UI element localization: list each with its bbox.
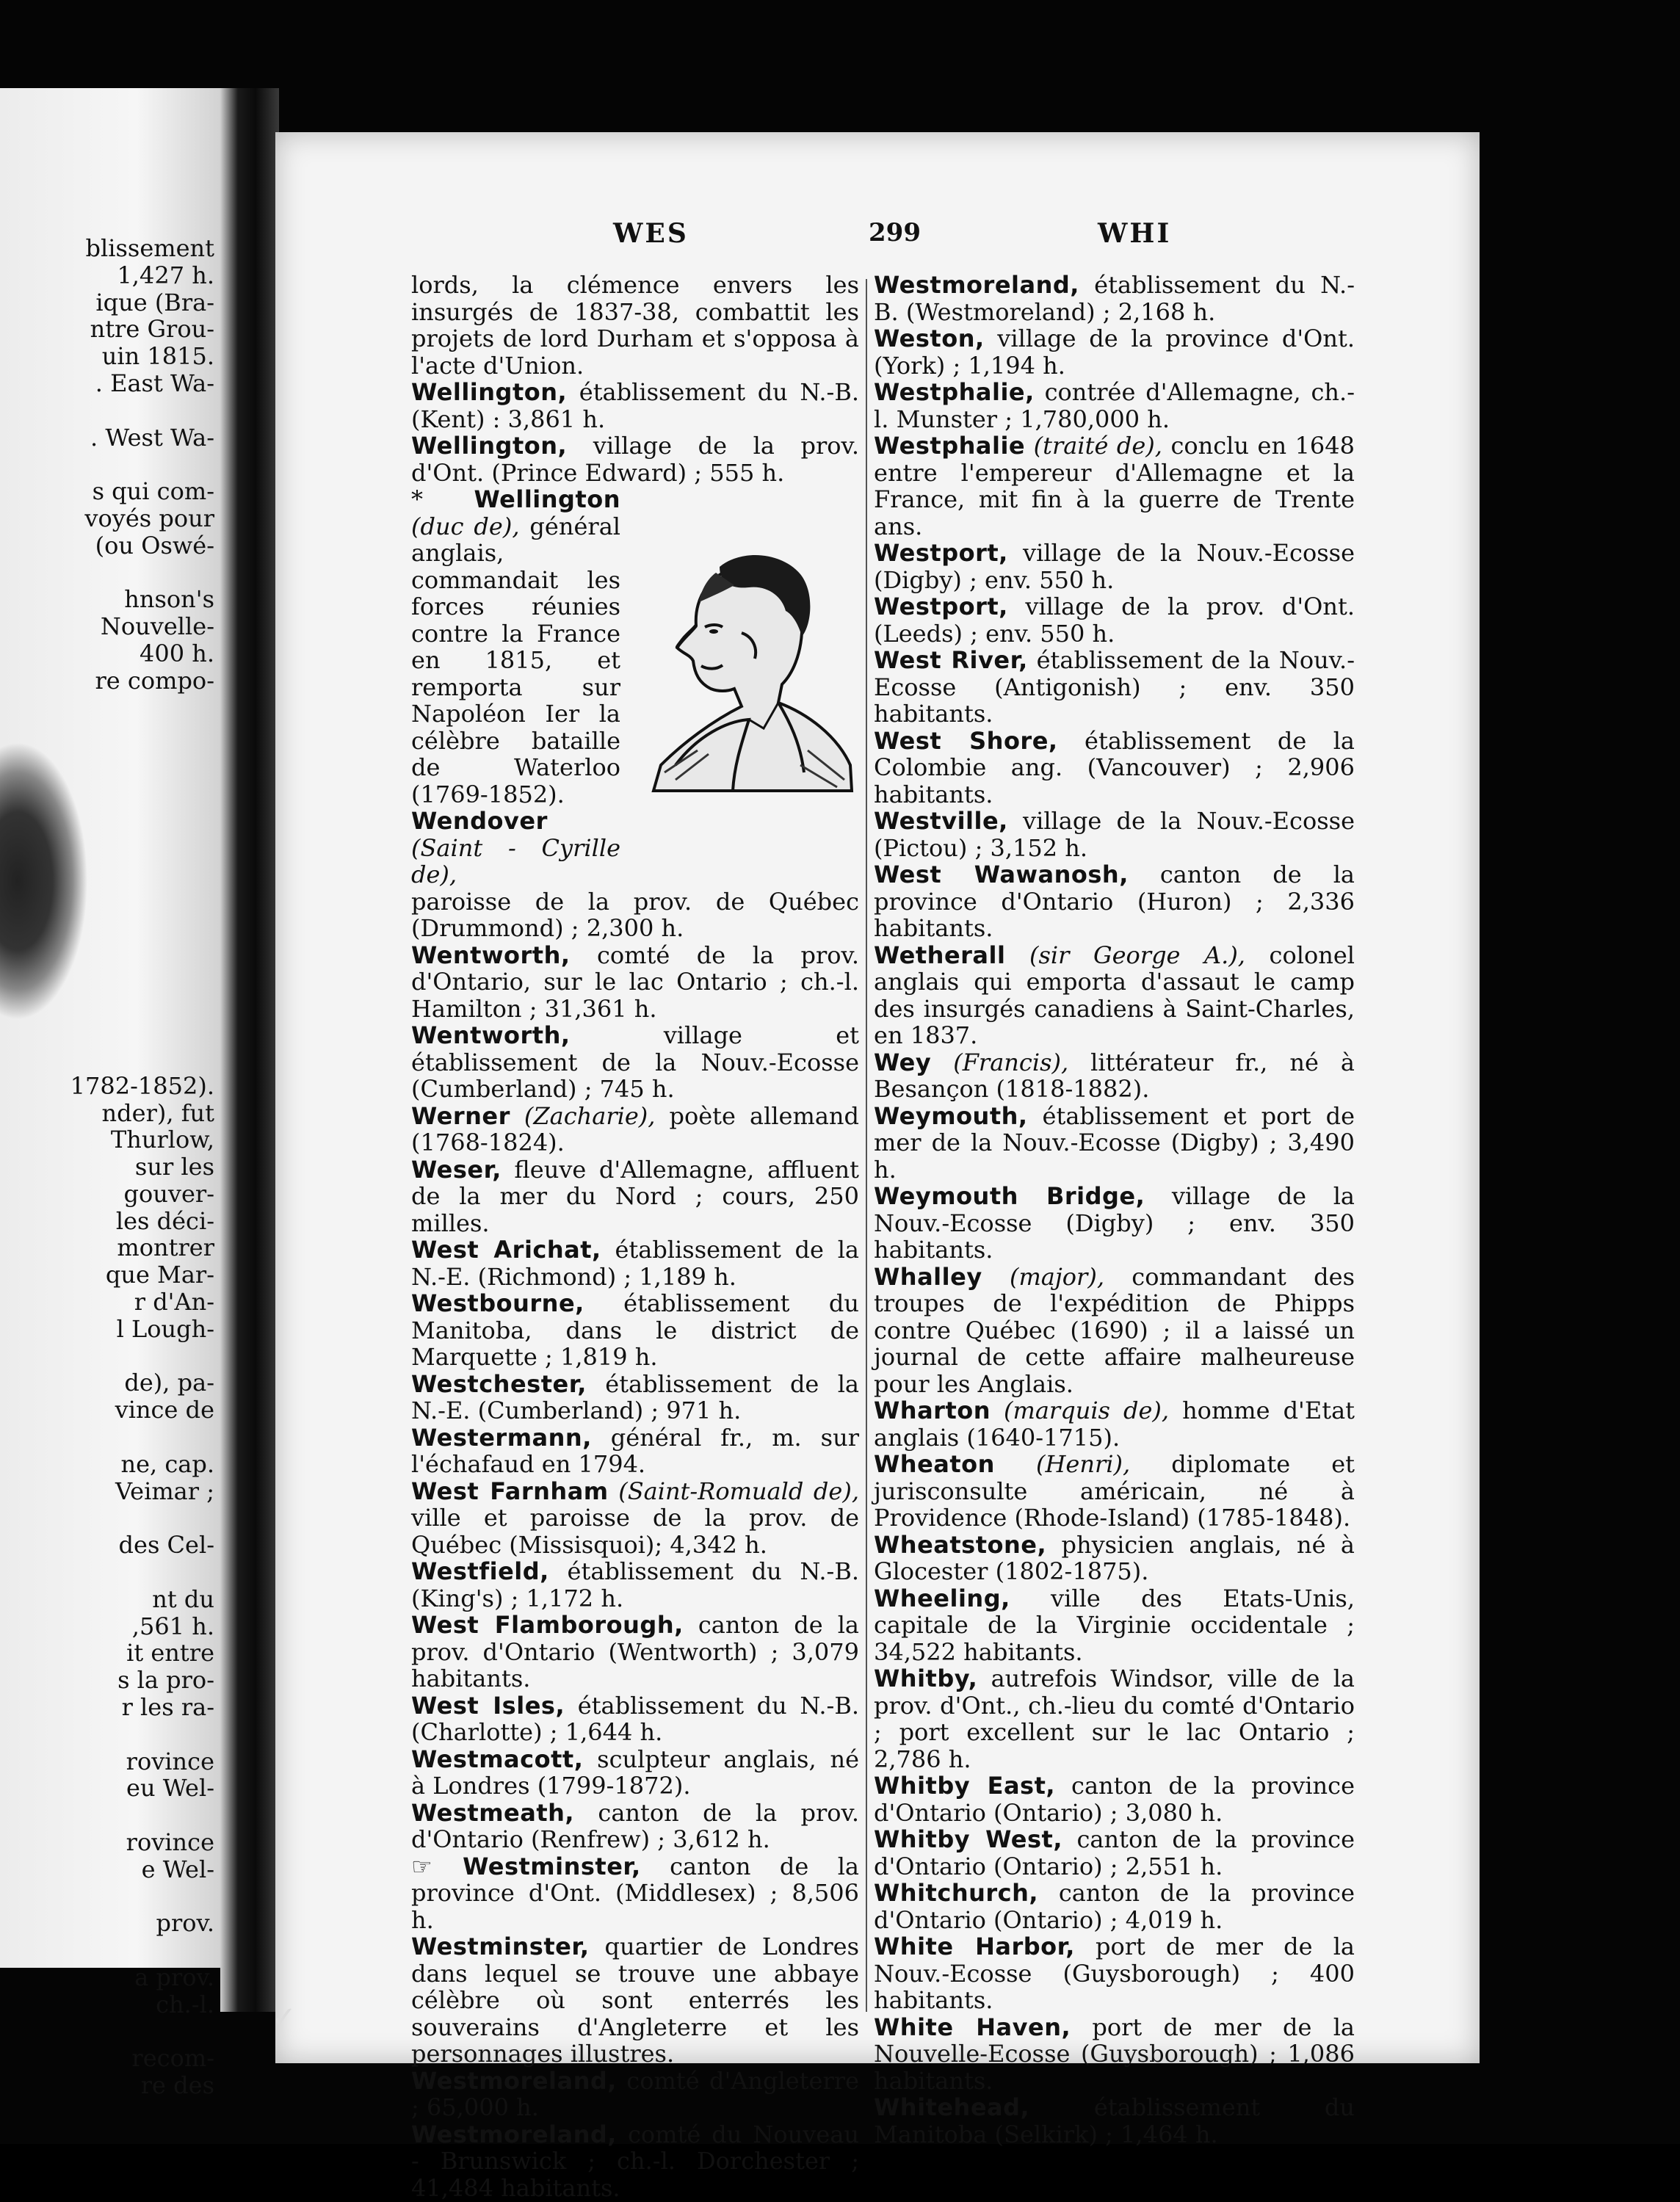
entry-qualifier: (Francis), bbox=[931, 1048, 1069, 1076]
left-page-line: 400 h. bbox=[139, 639, 214, 667]
entry-headword: Westminster, bbox=[411, 1933, 590, 1960]
left-page-line: s qui com- bbox=[92, 477, 214, 506]
entry-text: établissement du Manitoba, dans le district de Marquette ; 1,819 h. bbox=[411, 1289, 859, 1371]
dictionary-entry bbox=[411, 1371, 859, 1424]
entry-text: ville des Etats-Unis, capitale de la Virginie occidentale ; 34,522 habitants. bbox=[874, 1584, 1355, 1666]
entry-headword: Westbourne, bbox=[411, 1289, 584, 1317]
entry-text: village de la Nouv.-Ecosse (Pictou) ; 3,152 h. bbox=[874, 807, 1355, 862]
entry-headword: White Harbor, bbox=[874, 1933, 1075, 1960]
entry-qualifier: (Henri), bbox=[994, 1450, 1131, 1478]
entry-headword: Weymouth Bridge, bbox=[874, 1182, 1145, 1210]
entry-text: établissement de la N.-E. (Cumberland) ; 971 h. bbox=[411, 1369, 859, 1424]
left-page-line: . West Wa- bbox=[90, 423, 214, 452]
entry-headword: Westville, bbox=[874, 807, 1008, 835]
entry-headword: Westport, bbox=[874, 539, 1008, 567]
left-page-line: s la pro- bbox=[117, 1666, 214, 1695]
entry-qualifier: (major), bbox=[982, 1262, 1104, 1291]
left-page-line: e Wel- bbox=[141, 1855, 214, 1883]
wellington-portrait-entry bbox=[411, 486, 859, 942]
dictionary-entry bbox=[874, 1826, 1355, 1880]
entry-text: canton de la province d'Ont. (Middlesex) ; 8,506 h. bbox=[411, 1852, 859, 1934]
dictionary-entry bbox=[874, 1451, 1355, 1532]
left-page-line: re compo- bbox=[95, 666, 214, 695]
entry-text: village de la prov. d'Ont. (Leeds) ; env. 550 h. bbox=[874, 593, 1355, 648]
entry-text: établissement du N.-B. (King's) ; 1,172 h. bbox=[411, 1557, 859, 1612]
entry-text: village de la province d'Ont. (York) ; 1,194 h. bbox=[874, 325, 1355, 380]
dictionary-entry bbox=[411, 1558, 859, 1612]
left-page-line: nder), fut bbox=[101, 1098, 214, 1127]
left-page-line bbox=[0, 1802, 214, 1829]
entry-headword: Westermann, bbox=[411, 1423, 592, 1452]
entry-text: port de mer de la Nouv.-Ecosse (Guysborough) ; 400 habitants. bbox=[874, 1933, 1355, 2014]
left-page-line: montrer bbox=[117, 1234, 214, 1262]
left-page-line bbox=[0, 695, 214, 722]
entry-headword: Wentworth, bbox=[411, 941, 571, 969]
entry-text: canton de la province d'Ontario (Ontario) ; 2,551 h. bbox=[874, 1825, 1355, 1880]
opening-text: lords, la clémence envers les insurgés de 1837-38, combattit les projets de lord Durham et s'opposa à l'acte d'Union. bbox=[411, 271, 859, 380]
left-page-line bbox=[0, 1721, 214, 1748]
left-page-line: sur les bbox=[134, 1153, 214, 1181]
dictionary-entry bbox=[411, 1800, 859, 1853]
left-page-line: rovince bbox=[126, 1828, 214, 1857]
left-page-line bbox=[0, 1883, 214, 1911]
entry-text: établissement du Manitoba (Selkirk) ; 1,464 h. bbox=[874, 2093, 1355, 2148]
dictionary-entry bbox=[874, 942, 1355, 1049]
entry-headword: Whitchurch, bbox=[874, 1879, 1039, 1907]
entry-text: fleuve d'Allemagne, affluent de la mer du Nord ; cours, 250 milles. bbox=[411, 1155, 859, 1237]
entry-headword: Westchester, bbox=[411, 1369, 587, 1398]
entry-headword: White Haven, bbox=[874, 2013, 1071, 2041]
entries-before-portrait bbox=[411, 379, 859, 486]
scan-mark: ✓ bbox=[272, 2001, 297, 2035]
entry-text: autrefois Windsor, ville de la prov. d'Ont., ch.-lieu du comté d'Ontario ; port excellent sur le lac Ontario ; 2,786 h. bbox=[874, 1665, 1355, 1773]
dictionary-entry bbox=[874, 1585, 1355, 1666]
entry-text: village de la prov. d'Ont. (Prince Edward) ; 555 h. bbox=[411, 432, 859, 487]
left-page-line bbox=[0, 2018, 214, 2046]
dictionary-entry bbox=[411, 1933, 859, 2068]
left-page-line: Thurlow, bbox=[110, 1126, 214, 1154]
entry-qualifier: (duc de), bbox=[411, 512, 520, 540]
left-page-line: ique (Bra- bbox=[95, 288, 214, 316]
entry-text: diplomate et jurisconsulte américain, né à Providence (Rhode-Island) (1785-1848). bbox=[874, 1450, 1355, 1532]
entries-after-portrait bbox=[411, 942, 859, 2202]
left-page-text bbox=[0, 235, 214, 2099]
entry-headword: West Wawanosh, bbox=[874, 861, 1129, 888]
entry-text: village et établissement de la Nouv.-Ecosse (Cumberland) ; 745 h. bbox=[411, 1021, 859, 1103]
entry-text: canton de la prov. d'Ontario (Renfrew) ; 3,612 h. bbox=[411, 1798, 859, 1853]
left-page-line: it entre bbox=[126, 1639, 214, 1667]
entry-text: colonel anglais qui emporta d'assaut le camp des insurgés canadiens à Saint-Charles, en 1837. bbox=[874, 941, 1355, 1049]
left-page-line: l Lough- bbox=[116, 1314, 214, 1343]
dictionary-entry bbox=[874, 325, 1355, 379]
dictionary-entry bbox=[411, 1853, 859, 1934]
entry-headword: Whitby East, bbox=[874, 1772, 1056, 1800]
entry-mark: * bbox=[411, 485, 474, 513]
dictionary-entry bbox=[411, 1103, 859, 1156]
dictionary-entry bbox=[874, 1933, 1355, 2014]
entry-text: canton de la province d'Ontario (Ontario) ; 3,080 h. bbox=[874, 1772, 1355, 1827]
dictionary-entry bbox=[411, 486, 620, 808]
entry-qualifier: (Saint - Cyrille de), bbox=[411, 833, 620, 888]
left-page-line: ch.-l. bbox=[156, 1990, 214, 2018]
dictionary-entry bbox=[411, 379, 859, 432]
dictionary-entry bbox=[411, 1612, 859, 1692]
dictionary-entry bbox=[874, 1049, 1355, 1103]
entry-text: quartier de Londres dans lequel se trouve une abbaye célèbre où sont enterrés les souverains d'Angleterre et les personnages illustres. bbox=[411, 1933, 859, 2068]
dictionary-entry bbox=[874, 593, 1355, 647]
entry-headword: West Arichat, bbox=[411, 1236, 601, 1264]
left-page-line bbox=[0, 1559, 214, 1586]
entry-qualifier: (Saint-Romuald de), bbox=[608, 1477, 859, 1505]
dictionary-entry bbox=[411, 432, 859, 486]
entry-text: village de la Nouv.-Ecosse (Digby) ; env. 550 h. bbox=[874, 539, 1355, 594]
left-page-line: voyés pour bbox=[84, 504, 214, 532]
dictionary-entry bbox=[411, 2068, 859, 2121]
entry-headword: Wellington bbox=[474, 485, 620, 513]
left-page-line bbox=[0, 1343, 214, 1370]
entry-headword: Westphalie bbox=[874, 432, 1026, 460]
entry-text: établissement du N.-B. (Westmoreland) ; 2,168 h. bbox=[874, 271, 1355, 326]
left-page-line: Veimar ; bbox=[115, 1477, 214, 1505]
left-page-line bbox=[0, 1937, 214, 1964]
entry-headword: Westfield, bbox=[411, 1557, 549, 1585]
entry-headword: Westport, bbox=[874, 593, 1008, 620]
dictionary-entry bbox=[411, 808, 620, 888]
dictionary-entry bbox=[874, 379, 1355, 432]
running-head bbox=[275, 218, 1480, 255]
dictionary-entry bbox=[411, 1424, 859, 1478]
entry-text: poète allemand (1768-1824). bbox=[411, 1101, 860, 1156]
left-page-line: ,561 h. bbox=[131, 1612, 214, 1640]
left-page-line: blissement bbox=[85, 234, 214, 262]
dictionary-entry bbox=[874, 1103, 1355, 1184]
entry-text: établissement de la Colombie ang. (Vancouver) ; 2,906 habitants. bbox=[874, 726, 1355, 808]
left-page-line: vince de bbox=[115, 1396, 214, 1424]
entry-text: village de la Nouv.-Ecosse (Digby) ; env. 350 habitants. bbox=[874, 1182, 1355, 1264]
dictionary-entry bbox=[411, 2121, 859, 2202]
entry-headword: Westphalie, bbox=[874, 378, 1035, 406]
entry-headword: Wharton bbox=[874, 1397, 991, 1424]
left-page-line: a prov. bbox=[134, 1963, 214, 1991]
dictionary-entry bbox=[874, 272, 1355, 325]
wellington-portrait bbox=[631, 545, 855, 794]
entry-text: comté de la prov. d'Ontario, sur le lac Ontario ; ch.-l. Hamilton ; 31,361 h. bbox=[411, 941, 859, 1023]
dictionary-entry bbox=[874, 1665, 1355, 1772]
left-facing-page bbox=[0, 88, 228, 2100]
entry-qualifier: (Zacharie), bbox=[510, 1101, 656, 1130]
entry-headword: Westmacott, bbox=[411, 1745, 584, 1773]
dictionary-entry bbox=[874, 2014, 1355, 2095]
left-page-line: de), pa- bbox=[124, 1369, 214, 1397]
entry-text: comté d'Angleterre ; 65,000 h. bbox=[411, 2066, 859, 2121]
left-page-line: r les ra- bbox=[121, 1693, 214, 1722]
entry-text: contrée d'Allemagne, ch.-l. Munster ; 1,780,000 h. bbox=[874, 378, 1355, 433]
left-page-line: uin 1815. bbox=[101, 342, 214, 371]
entry-headword: Westmoreland, bbox=[411, 2066, 617, 2095]
left-page-line: . East Wa- bbox=[95, 369, 214, 397]
left-page-line bbox=[0, 397, 214, 424]
entry-headword: Weser, bbox=[411, 1155, 502, 1184]
dictionary-entry bbox=[874, 1880, 1355, 1933]
entry-qualifier: (traité de), bbox=[1025, 432, 1162, 460]
dictionary-entry bbox=[874, 728, 1355, 808]
entry-headword: Wetherall bbox=[874, 941, 1006, 969]
right-column bbox=[874, 272, 1355, 2148]
left-page-line: que Mar- bbox=[105, 1261, 214, 1289]
entry-text: établissement de la N.-E. (Richmond) ; 1,189 h. bbox=[411, 1236, 860, 1291]
entry-headword: Westmeath, bbox=[411, 1798, 575, 1827]
left-page-line: r d'An- bbox=[134, 1288, 214, 1317]
dictionary-entry bbox=[411, 942, 859, 1023]
entry-headword: Whitehead, bbox=[874, 2093, 1030, 2121]
dictionary-entry bbox=[874, 1772, 1355, 1826]
entry-text: physicien anglais, né à Glocester (1802-1875). bbox=[874, 1530, 1355, 1585]
entry-text: littérateur fr., né à Besançon (1818-1882). bbox=[874, 1048, 1355, 1103]
dictionary-entry bbox=[874, 1183, 1355, 1264]
entry-headword: West River, bbox=[874, 646, 1028, 674]
entry-text: canton de la province d'Ontario (Huron) ; 2,336 habitants. bbox=[874, 861, 1355, 942]
entry-headword: Wey bbox=[874, 1048, 932, 1076]
dictionary-entry bbox=[874, 2094, 1355, 2148]
entry-text: canton de la prov. d'Ontario (Wentworth) ; 3,079 habitants. bbox=[411, 1611, 860, 1692]
left-page-line bbox=[0, 1046, 214, 1073]
entry-text: établissement du N.-B. (Kent) : 3,861 h. bbox=[411, 378, 859, 433]
left-page-line: recom- bbox=[131, 2044, 214, 2073]
entry-text: port de mer de la Nouvelle-Ecosse (Guysborough) ; 1,086 habitants. bbox=[874, 2013, 1355, 2095]
entry-text: commandant des troupes de l'expédition de Phipps contre Québec (1690) ; il a laissé un journal de cette affaire malheureuse pour les Anglais. bbox=[874, 1262, 1355, 1398]
dictionary-entry bbox=[411, 1022, 859, 1103]
entry-text: canton de la province d'Ontario (Ontario) ; 4,019 h. bbox=[874, 1879, 1355, 1934]
entry-headword: West Flamborough, bbox=[411, 1611, 684, 1639]
left-page-line: rovince bbox=[126, 1747, 214, 1775]
left-page-line bbox=[0, 1018, 214, 1046]
column-divider bbox=[866, 279, 867, 2012]
dictionary-entry bbox=[874, 1532, 1355, 1585]
dictionary-entry bbox=[411, 1478, 859, 1559]
dictionary-entry bbox=[874, 647, 1355, 728]
dictionary-entry bbox=[874, 808, 1355, 861]
left-page-line bbox=[0, 559, 214, 587]
left-page-line: gouver- bbox=[123, 1179, 214, 1208]
entry-headword: Wheeling, bbox=[874, 1584, 1010, 1612]
entry-headword: Wheaton bbox=[874, 1450, 995, 1478]
book-gutter bbox=[220, 88, 279, 2012]
left-page-line: 1,427 h. bbox=[117, 261, 214, 289]
dictionary-entry bbox=[874, 1397, 1355, 1451]
entry-headword: Wellington, bbox=[411, 432, 568, 460]
left-column bbox=[411, 272, 859, 2201]
entry-text: général anglais, commandait les forces réunies contre la France en 1815, et remporta sur Napoléon Ier la célèbre bataille de Waterloo (1769-1852). bbox=[411, 512, 620, 808]
entry-headword: Weymouth, bbox=[874, 1101, 1028, 1130]
left-page-line: ne, cap. bbox=[120, 1449, 214, 1478]
entry-headword: West Isles, bbox=[411, 1691, 565, 1720]
dictionary-entry bbox=[874, 432, 1355, 540]
entry-headword: Wellington, bbox=[411, 378, 568, 406]
dictionary-entry bbox=[411, 1236, 859, 1290]
entry-text: homme d'Etat anglais (1640-1715). bbox=[874, 1397, 1355, 1452]
entry-text: établissement du N.-B. (Charlotte) ; 1,644 h. bbox=[411, 1691, 860, 1746]
entry-qualifier: (sir George A.), bbox=[1005, 941, 1245, 969]
dictionary-entry bbox=[874, 1264, 1355, 1398]
running-head-right: WHI bbox=[1098, 218, 1172, 249]
entry-qualifier: (marquis de), bbox=[991, 1397, 1170, 1424]
entry-headword: West Farnham bbox=[411, 1477, 609, 1505]
page-number: 299 bbox=[869, 218, 921, 247]
entry-headword: Whitby West, bbox=[874, 1825, 1062, 1853]
left-page-line: prov. bbox=[156, 1909, 214, 1938]
left-page-line: des Cel- bbox=[118, 1531, 214, 1560]
left-page-line: 1782-1852). bbox=[70, 1071, 214, 1100]
entry-headword: Whitby, bbox=[874, 1665, 978, 1692]
left-page-line: hnson's bbox=[124, 585, 214, 614]
dictionary-entry bbox=[411, 1156, 859, 1237]
entry-headword: Whalley bbox=[874, 1262, 982, 1291]
dictionary-entry bbox=[411, 1746, 859, 1800]
entry-headword: Weston, bbox=[874, 325, 985, 352]
dictionary-entry bbox=[874, 861, 1355, 942]
left-page-line bbox=[0, 1504, 214, 1532]
left-page-line bbox=[0, 1424, 214, 1451]
entry-text: sculpteur anglais, né à Londres (1799-1872). bbox=[411, 1745, 859, 1800]
entry-headword: Wendover bbox=[411, 807, 548, 835]
left-page-line: re des bbox=[140, 2071, 214, 2100]
left-page-line: Nouvelle- bbox=[100, 612, 214, 641]
dictionary-entry bbox=[411, 1290, 859, 1371]
entry-headword: ☞ Westminster, bbox=[411, 1852, 641, 1880]
entry-text: établissement et port de mer de la Nouv.-Ecosse (Digby) ; 3,490 h. bbox=[874, 1101, 1355, 1184]
entry-text: conclu en 1648 entre l'empereur d'Allemagne et la France, mit fin à la guerre de Trente ans. bbox=[874, 432, 1355, 540]
entry-headword: Wentworth, bbox=[411, 1021, 571, 1049]
left-page-line bbox=[0, 451, 214, 478]
entry-text: général fr., m. sur l'échafaud en 1794. bbox=[411, 1423, 859, 1478]
left-page-line: les déci- bbox=[115, 1206, 214, 1235]
entry-headword: Westmoreland, bbox=[874, 271, 1079, 299]
dictionary-entry bbox=[411, 1692, 859, 1746]
entry-text: établissement de la Nouv.-Ecosse (Antigonish) ; env. 350 habitants. bbox=[874, 646, 1355, 728]
entry-headword: Westmoreland, bbox=[411, 2120, 617, 2148]
left-page-line: (ou Oswé- bbox=[95, 531, 214, 559]
entry-text: ville et paroisse de la prov. de Québec (Missisquoi); 4,342 h. bbox=[411, 1504, 859, 1559]
left-page-illustration bbox=[0, 742, 88, 1021]
left-page-line: ntre Grou- bbox=[90, 315, 214, 344]
left-page-line: nt du bbox=[152, 1585, 214, 1613]
entry-text: comté du Nouveau - Brunswick ; ch.-l. Dorchester ; 41,484 habitants. bbox=[411, 2120, 859, 2202]
entry-continuation: paroisse de la prov. de Québec (Drummond) ; 2,300 h. bbox=[411, 887, 859, 942]
entry-headword: Werner bbox=[411, 1101, 510, 1130]
entry-headword: West Shore, bbox=[874, 726, 1058, 755]
running-head-left: WES bbox=[613, 218, 689, 249]
dictionary-entry bbox=[874, 540, 1355, 593]
dictionary-page bbox=[275, 132, 1480, 2202]
left-page-line: eu Wel- bbox=[126, 1774, 214, 1803]
entry-headword: Wheatstone, bbox=[874, 1530, 1047, 1559]
